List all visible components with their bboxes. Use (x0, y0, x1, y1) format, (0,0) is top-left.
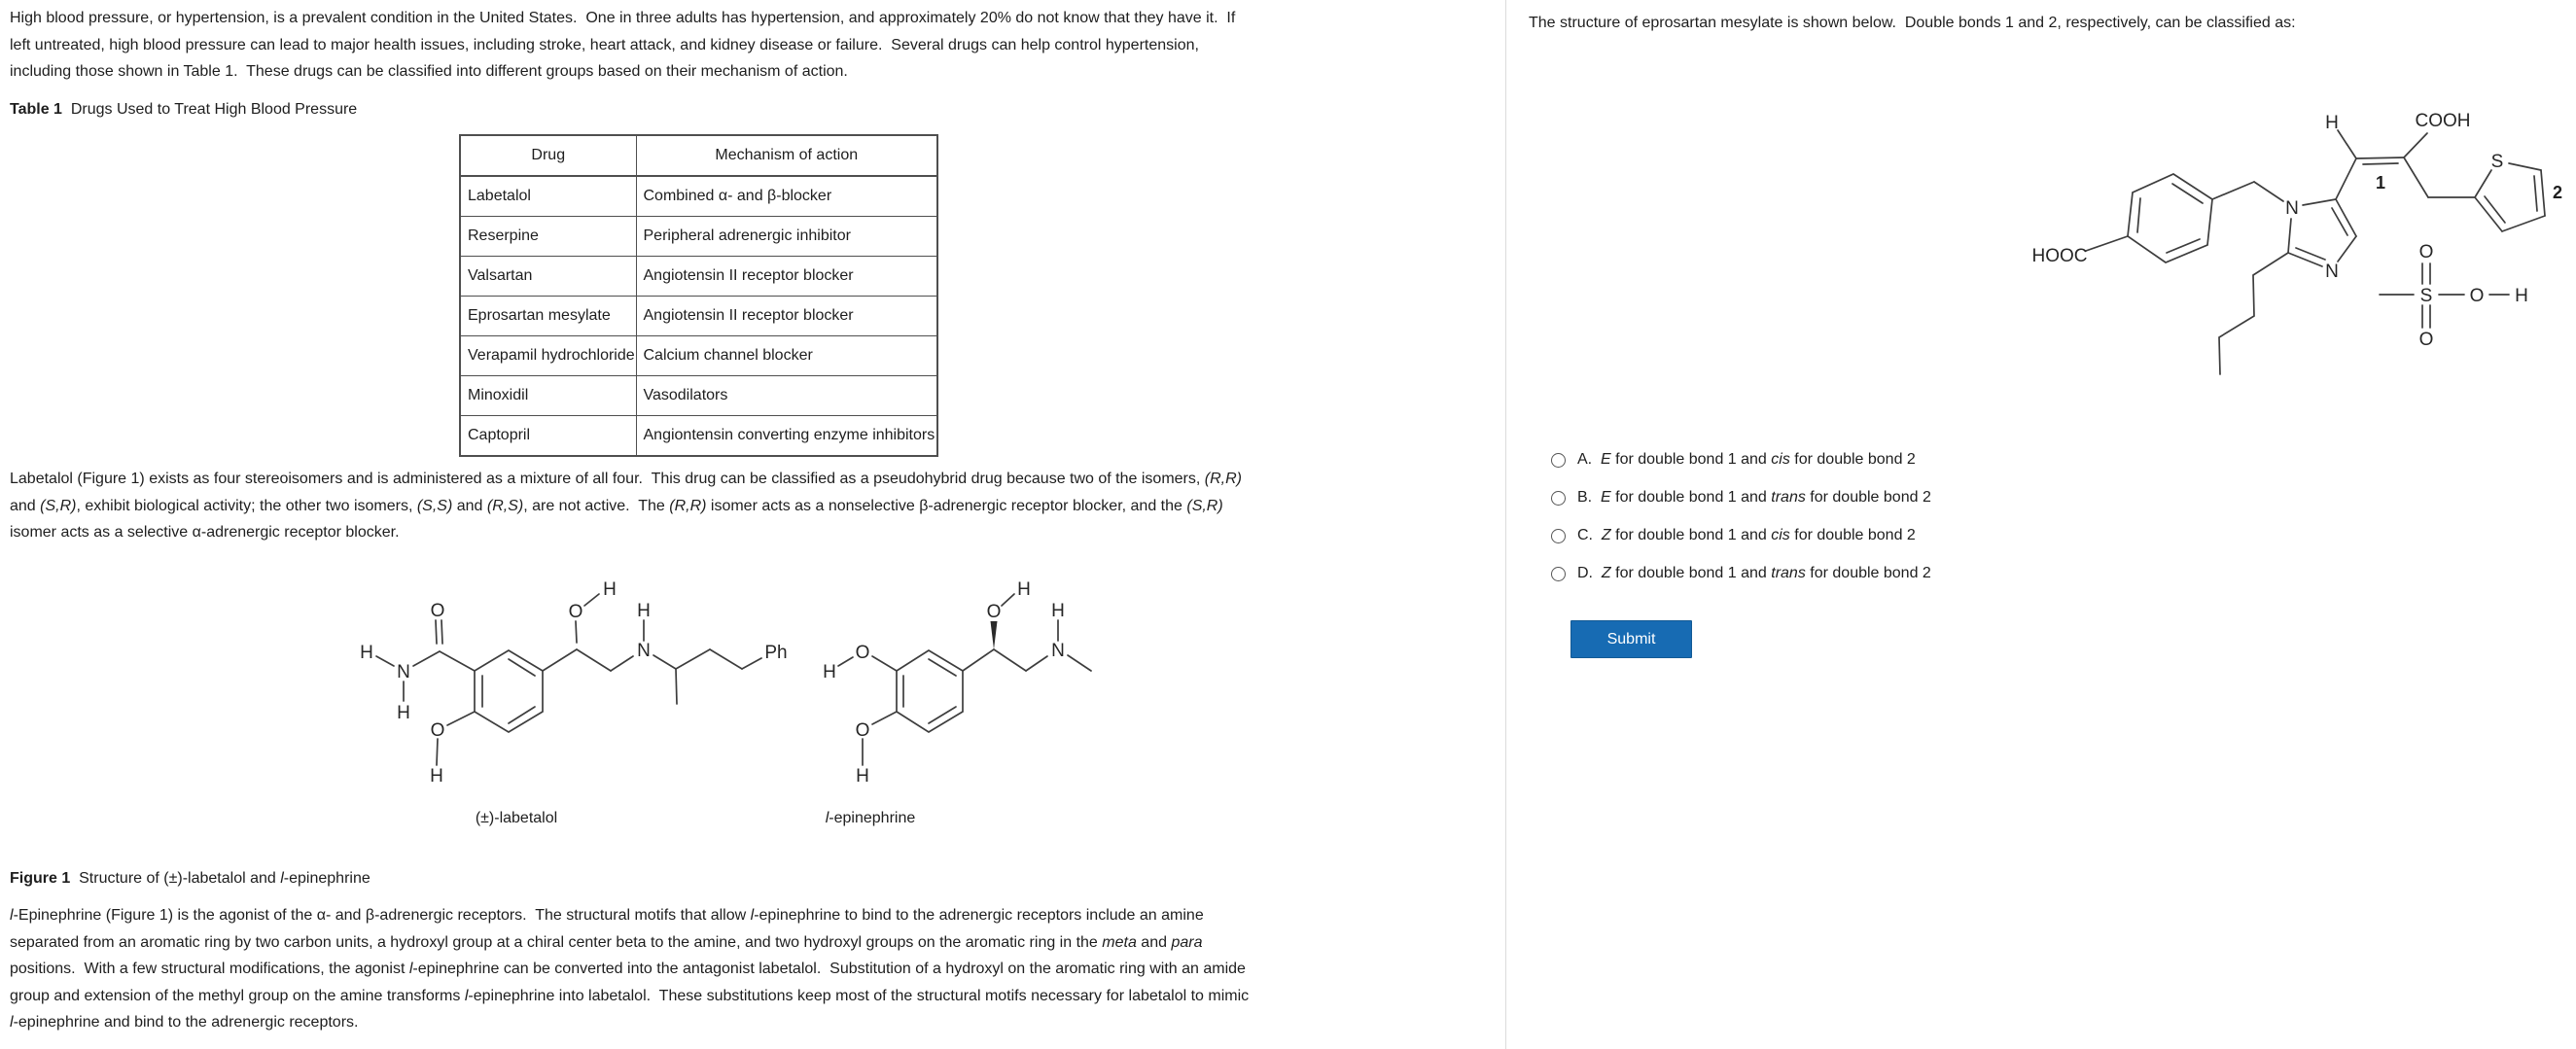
table-row (460, 176, 937, 217)
epi-text-line: positions. With a few structural modifications, the agonist l-epinephrine can be converted into the antagonist labetalol. Substitution of a hydroxyl on the aromatic ring with an amide (10, 961, 1246, 977)
bond-lines (2086, 130, 2545, 374)
epi-text-line: group and extension of the methyl group on the amine transforms l-epinephrine into labetalol. These substitutions keep most of the structural motifs necessary for labetalol to mimic (10, 987, 1250, 1004)
drug-cell: Eprosartan mesylate (460, 297, 636, 336)
option-row-b (1551, 484, 1931, 511)
atom-label-h: H (1017, 579, 1031, 600)
intro-text-line: including those shown in Table 1. These drugs can be classified into different groups based on their mechanism of action. (10, 63, 848, 80)
atom-label-o: O (855, 720, 870, 741)
atom-label-s: S (2419, 286, 2433, 306)
table-header-row (460, 135, 937, 176)
pane-divider (1505, 0, 1506, 1049)
option-c-label: C. Z for double bond 1 and cis for double bond 2 (1577, 527, 1916, 543)
atom-label-o: O (2418, 242, 2434, 262)
atom-label-h: H (637, 601, 651, 621)
option-a-label: A. E for double bond 1 and cis for double bond 2 (1577, 451, 1916, 468)
atom-label-h: H (430, 766, 443, 787)
table-row (460, 217, 937, 257)
atom-label-h: H (823, 662, 836, 682)
stereo-text-line: and (S,R), exhibit biological activity; the other two isomers, (S,S) and (R,S), are not active. The (R,R) isomer acts as a nonselective β-adrenergic receptor blocker, and the (S,R) (10, 497, 1223, 514)
epi-text-line: separated from an aromatic ring by two carbon units, a hydroxyl group at a chiral center beta to the amine, and two hydroxyl groups on the aromatic ring in the meta and para (10, 933, 1203, 951)
atom-label-h: H (603, 579, 617, 600)
option-d-radio[interactable] (1551, 567, 1566, 581)
intro-paragraph (10, 5, 1235, 86)
drug-cell: Verapamil hydrochloride (460, 336, 636, 376)
drug-cell: Minoxidil (460, 376, 636, 416)
atom-label-n: N (2325, 262, 2339, 282)
option-row-d (1551, 560, 1931, 587)
double-bond-1-label: 1 (2375, 173, 2386, 192)
option-row-a (1551, 446, 1916, 473)
labetalol-caption: (±)-labetalol (475, 810, 558, 826)
atom-label-ph: Ph (764, 643, 788, 663)
atom-label-o: O (2418, 330, 2434, 350)
atom-label-h: H (397, 703, 410, 723)
stereo-text-line: Labetalol (Figure 1) exists as four stereoisomers and is administered as a mixture of all four. This drug can be classified as a pseudohybrid drug because two of the isomers, (R,R) (10, 471, 1242, 487)
atom-label-o: O (430, 601, 445, 621)
table-row (460, 257, 937, 297)
mechanism-cell: Peripheral adrenergic inhibitor (636, 217, 937, 257)
atom-label-n: N (2285, 198, 2299, 219)
drug-cell: Labetalol (460, 176, 636, 217)
option-b-label: B. E for double bond 1 and trans for double bond 2 (1577, 489, 1931, 506)
atom-label-n: N (1051, 641, 1065, 661)
epi-text-line: l-epinephrine and bind to the adrenergic receptors. (10, 1014, 359, 1031)
atom-label-o: O (568, 602, 583, 622)
atom-label-h: H (360, 643, 373, 663)
option-a-radio[interactable] (1551, 453, 1566, 468)
drug-cell: Reserpine (460, 217, 636, 257)
mechanism-cell: Angiontensin converting enzyme inhibitors (636, 416, 937, 457)
column-header-mechanism: Mechanism of action (636, 135, 937, 176)
table-caption: Table 1 Drugs Used to Treat High Blood Pressure (10, 101, 358, 118)
atom-label-hooc: HOOC (2031, 246, 2088, 266)
table-row (460, 297, 937, 336)
mechanism-cell: Combined α- and β-blocker (636, 176, 937, 217)
table-row (460, 336, 937, 376)
table-row (460, 376, 937, 416)
mechanism-cell: Vasodilators (636, 376, 937, 416)
question-prompt: The structure of eprosartan mesylate is shown below. Double bonds 1 and 2, respectively, can be classified as: (1529, 15, 2296, 31)
atom-label-o: O (430, 720, 445, 741)
option-b-radio[interactable] (1551, 491, 1566, 506)
table-row (460, 416, 937, 457)
atom-label-o: O (986, 602, 1002, 622)
atom-label-h: H (2515, 286, 2528, 306)
epinephrine-caption: l-epinephrine (825, 810, 916, 826)
labetalol-structure (331, 574, 797, 792)
epi-text-line: l-Epinephrine (Figure 1) is the agonist of the α- and β-adrenergic receptors. The structural motifs that allow l-epinephrine to bind to the adrenergic receptors include an amine (10, 907, 1204, 924)
double-bond-2-label: 2 (2552, 183, 2563, 202)
atom-label-h: H (856, 766, 869, 787)
submit-button[interactable]: Submit (1570, 620, 1692, 658)
atom-label-o: O (2469, 286, 2485, 306)
eprosartan-structure (2023, 102, 2576, 394)
atom-label-o: O (855, 643, 870, 663)
mechanism-cell: Angiotensin II receptor blocker (636, 297, 937, 336)
atom-label-h: H (2325, 113, 2339, 133)
intro-text-line: left untreated, high blood pressure can lead to major health issues, including stroke, heart attack, and kidney disease or failure. Several drugs can help control hypertension, (10, 36, 1199, 53)
drug-cell: Captopril (460, 416, 636, 457)
atom-label-n: N (637, 641, 651, 661)
epinephrine-structure (807, 574, 1118, 792)
stereoisomer-paragraph (10, 466, 1242, 546)
option-row-c (1551, 522, 1916, 549)
atom-label-h: H (1051, 601, 1065, 621)
intro-text-line: High blood pressure, or hypertension, is a prevalent condition in the United States. One in three adults has hypertension, and approximately 20% do not know that they have it. If (10, 10, 1236, 26)
mechanism-cell: Calcium channel blocker (636, 336, 937, 376)
stereo-text-line: isomer acts as a selective α-adrenergic receptor blocker. (10, 524, 400, 541)
drug-table (459, 134, 938, 457)
column-header-drug: Drug (460, 135, 636, 176)
option-d-label: D. Z for double bond 1 and trans for double bond 2 (1577, 565, 1931, 581)
atom-label-s: S (2490, 152, 2504, 172)
atom-label-n: N (397, 662, 410, 682)
mechanism-cell: Angiotensin II receptor blocker (636, 257, 937, 297)
figure-caption: Figure 1 Structure of (±)-labetalol and l-epinephrine (10, 870, 371, 887)
atom-label-cooh: COOH (2415, 111, 2471, 131)
epinephrine-paragraph (10, 902, 1249, 1036)
drug-cell: Valsartan (460, 257, 636, 297)
option-c-radio[interactable] (1551, 529, 1566, 543)
